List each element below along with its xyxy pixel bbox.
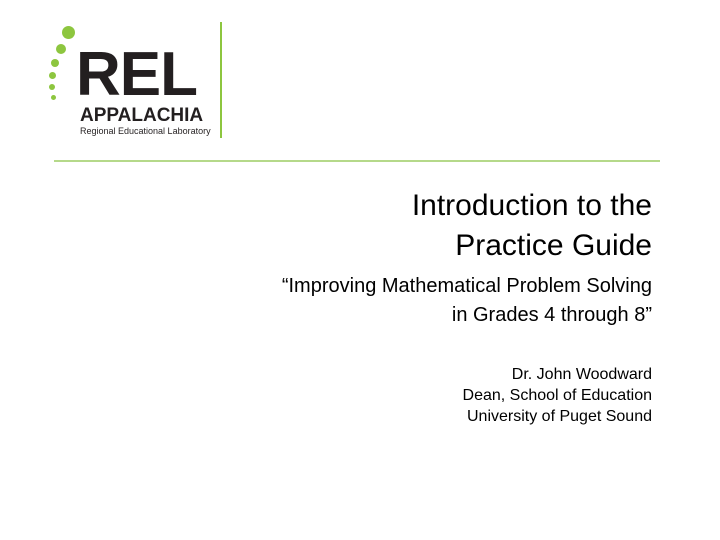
logo-wordmark: REL bbox=[76, 40, 197, 109]
logo-subtitle: Regional Educational Laboratory bbox=[80, 126, 211, 136]
slide-title-line: Introduction to the bbox=[411, 189, 652, 222]
slide-subtitle-line: “Improving Mathematical Problem Solving bbox=[281, 275, 652, 297]
presenter-role: Dean, School of Education bbox=[462, 387, 652, 404]
logo-divider bbox=[220, 22, 222, 138]
logo-dot bbox=[62, 26, 75, 39]
logo-dot bbox=[49, 84, 55, 90]
logo-dot bbox=[49, 72, 56, 79]
presenter-organization: University of Puget Sound bbox=[467, 408, 652, 425]
slide-title-line: Practice Guide bbox=[455, 229, 652, 262]
logo-dot bbox=[51, 59, 59, 67]
header-rule bbox=[54, 160, 660, 162]
slide-subtitle bbox=[112, 272, 652, 330]
slide-title bbox=[172, 186, 652, 266]
logo-region: APPALACHIA bbox=[80, 105, 204, 126]
logo-dot bbox=[51, 95, 56, 100]
slide-subtitle-line: in Grades 4 through 8” bbox=[451, 304, 652, 326]
presenter-info bbox=[252, 364, 652, 427]
presenter-name: Dr. John Woodward bbox=[511, 366, 652, 383]
rel-appalachia-logo bbox=[46, 22, 226, 142]
logo-dot bbox=[56, 44, 66, 54]
